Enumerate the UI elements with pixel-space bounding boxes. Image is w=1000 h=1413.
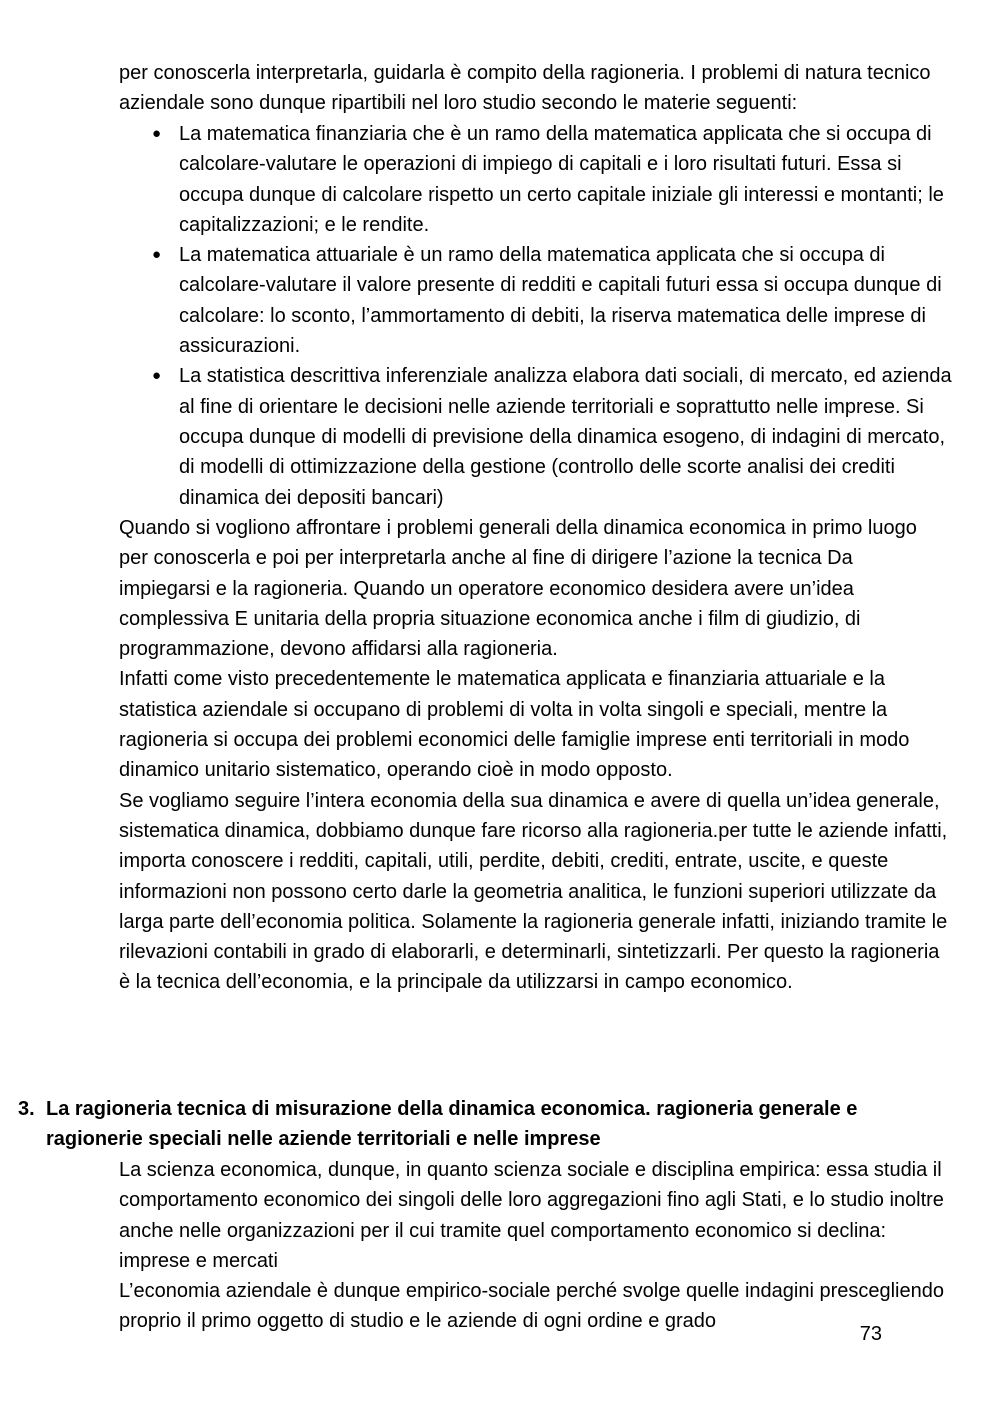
page-number: 73 bbox=[859, 1323, 882, 1345]
bullet-dot-icon: ● bbox=[152, 125, 162, 142]
section-3-heading bbox=[18, 1094, 958, 1155]
section-paragraph: L’economia aziendale è dunque empirico-sociale perché svolge quelle indagini prescegliendo proprio il primo oggetto di studio e le aziende di ogni ordine e grado bbox=[119, 1280, 944, 1333]
bullet-item-matematica-finanziaria bbox=[152, 119, 954, 240]
bullet-text: La matematica attuariale è un ramo della matematica applicata che si occupa di calcolare-valutare il valore presente di redditi e capitali futuri essa si occupa dunque di calcolare: lo sconto, l’ammortamento di debiti, la riserva matematica delle imprese di assicurazioni. bbox=[179, 244, 942, 358]
body-paragraph: Se vogliamo seguire l’intera economia della sua dinamica e avere di quella un’idea generale, sistematica dinamica, dobbiamo dunque fare ricorso alla ragioneria.per tutte le aziende infatti, importa conoscere i redditi, capitali, utili, perdite, debiti, crediti, entrate, uscite, e queste informazioni non possono certo darle la geometria analitica, le funzioni superiori utilizzate da larga parte dell’economia politica. Solamente la ragioneria generale infatti, iniziando tramite le rilevazioni contabili in grado di elaborarli, e determinarli, sintetizzarli. Per questo la ragioneria è la tecnica dell’economia, e la principale da utilizzarsi in campo economico. bbox=[119, 789, 948, 994]
intro-paragraph: per conoscerla interpretarla, guidarla è compito della ragioneria. I problemi di natura tecnico aziendale sono dunque ripartibili nel loro studio secondo le materie seguenti: bbox=[119, 62, 931, 115]
section-number: 3. bbox=[18, 1098, 35, 1120]
subjects-bullet-list bbox=[152, 119, 954, 513]
bullet-dot-icon: ● bbox=[152, 246, 162, 264]
bullet-item-matematica-attuariale bbox=[152, 240, 954, 361]
section-paragraph: La scienza economica, dunque, in quanto scienza sociale e disciplina empirica: essa studia il comportamento economico dei singoli delle loro aggregazioni fino agli Stati, e lo studio inoltre anche nelle organizzazioni per il cui tramite quel comportamento economico si declina: imprese e mercati bbox=[119, 1159, 944, 1272]
body-paragraphs bbox=[119, 513, 949, 998]
section-3-paragraphs bbox=[119, 1155, 949, 1337]
body-paragraph: Quando si vogliono affrontare i problemi generali della dinamica economica in primo luogo per conoscerla e poi per interpretarla anche al fine di dirigere l’azione la tecnica Da impiegarsi e la ragioneria. Quando un operatore economico desidera avere un’idea complessiva E unitaria della propria situazione economica anche i film di giudizio, di programmazione, devono affidarsi alla ragioneria. bbox=[119, 517, 917, 661]
bullet-text: La statistica descrittiva inferenziale analizza elabora dati sociali, di mercato, ed azienda al fine di orientare le decisioni nelle aziende territoriali e soprattutto nelle imprese. Si occupa dunque di modelli di previsione della dinamica esogeno, di indagini di mercato, di modelli di ottimizzazione della gestione (controllo delle scorte analisi dei crediti dinamica dei depositi bancari) bbox=[179, 365, 952, 509]
bullet-dot-icon: ● bbox=[152, 367, 162, 385]
body-paragraph: Infatti come visto precedentemente le matematica applicata e finanziaria attuariale e la statistica aziendale si occupano di problemi di volta in volta singoli e speciali, mentre la ragioneria si occupa dei problemi economici delle famiglie imprese enti territoriali in modo dinamico unitario sistematico, operando cioè in modo opposto. bbox=[119, 668, 910, 782]
bullet-text: La matematica finanziaria che è un ramo della matematica applicata che si occupa di calcolare-valutare le operazioni di impiego di capitali e i loro risultati futuri. Essa si occupa dunque di calcolare rispetto un certo capitale iniziale gli interessi e montanti; le capitalizzazioni; e le rendite. bbox=[179, 123, 944, 236]
section-title: La ragioneria tecnica di misurazione della dinamica economica. ragioneria generale e ragionerie speciali nelle aziende territoriali e nelle imprese bbox=[46, 1098, 858, 1151]
bullet-item-statistica bbox=[152, 361, 954, 512]
